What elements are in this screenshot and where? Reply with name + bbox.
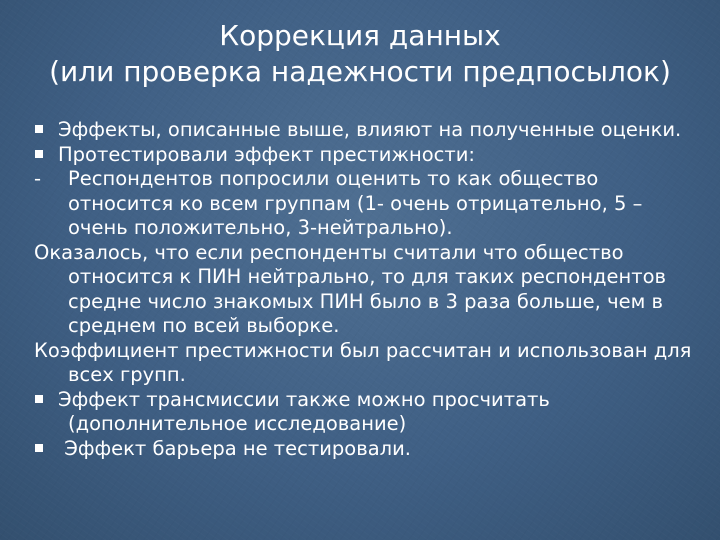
list-item [34,388,706,437]
slide-body [34,118,706,461]
dash-marker: - [34,167,42,190]
square-bullet-icon [35,444,43,452]
paragraph-text: Оказалось, что если респонденты считали что общество относится к ПИН нейтрально, то для таких респондентов средне число знакомых ПИН было в 3 раза больше, чем в среднем по всей выборке. [34,240,666,337]
list-item-text: Эффекты, описанные выше, влияют на полученные оценки. [58,118,682,141]
square-bullet-icon [35,150,43,158]
list-item [34,167,706,241]
list-item-text: Протестировали эффект престижности: [58,142,475,166]
list-item [34,118,706,143]
paragraph [34,339,706,388]
list-item [34,437,706,462]
square-bullet-icon [35,125,43,133]
title-line-2: (или проверка надежности предпосылок) [49,55,671,88]
paragraph [34,241,706,339]
list-item-text: Респондентов попросили оценить то как общество относится ко всем группам (1- очень отрицательно, 5 – очень положительно, 3-нейтрально). [68,167,643,239]
square-bullet-icon [35,395,43,403]
paragraph-text: Коэффициент престижности был рассчитан и использован для всех групп. [34,338,692,386]
title-line-1: Коррекция данных [219,19,501,52]
slide-title [20,18,700,90]
list-item-text: Эффект трансмиссии также можно просчитать (дополнительное исследование) [58,387,550,435]
list-item [34,143,706,168]
list-item-text: Эффект барьера не тестировали. [58,436,411,460]
